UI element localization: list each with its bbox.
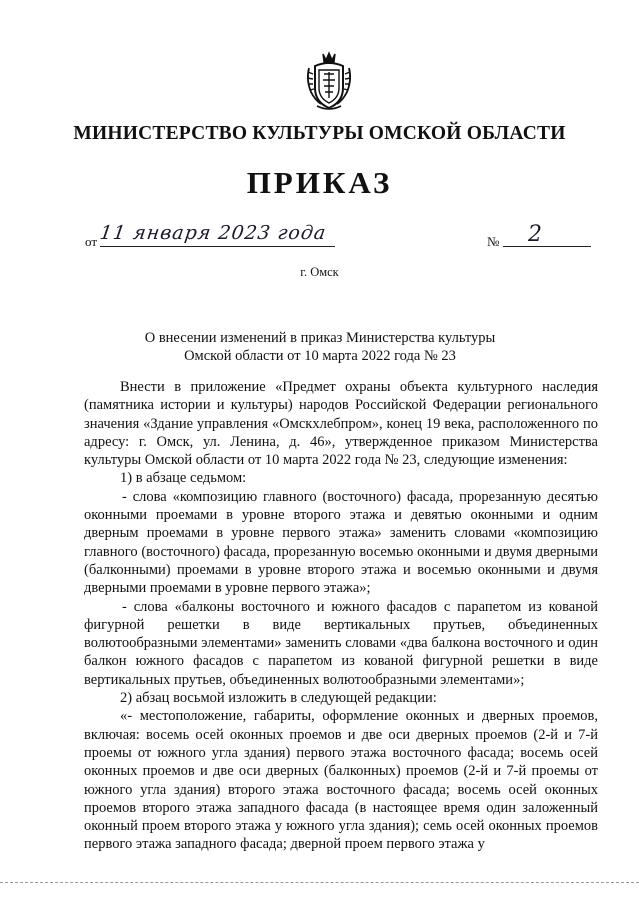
coat-of-arms-icon xyxy=(303,50,355,112)
handwritten-order-number: 2 xyxy=(528,222,542,247)
body-paragraph: Внести в приложение «Предмет охраны объекта культурного наследия (памятника истории и культуры) народов Российской Федерации регионального значения «Здание управления «Омскхлебпром», конец 19 века, расположенного по адресу: г. Омск, ул. Ленина, д. 46», утвержденное приказом Министерства культуры Омской области от 10 марта 2022 года № 23, следующие изменения: xyxy=(84,379,598,469)
order-title-line: О внесении изменений в приказ Министерства культуры xyxy=(144,330,496,346)
order-number-label: № xyxy=(487,234,500,249)
body-paragraph: - слова «балконы восточного и южного фасадов с парапетом из кованой фигурной решетки в виде вертикальных прутьев, объединенных волютообразными элементами» заменить словами «два балкона восточного и один балкон южного фасадов с парапетом из кованой фигурной решетки в виде вертикальных прутьев, объединенных волютообразными элементами»; xyxy=(84,598,598,688)
city-line: г. Омск xyxy=(300,265,339,279)
order-title-line: Омской области от 10 марта 2022 года № 23 xyxy=(184,348,456,364)
date-underline xyxy=(100,246,335,247)
handwritten-date: 11 января 2023 года xyxy=(98,222,328,244)
body-paragraph: «- местоположение, габариты, оформление оконных и дверных проемов, включая: восемь осей оконных проемов и две оси дверных проемов (2-й и 7-й проемы от южного угла здания) первого этажа восточного фасада; восемь осей оконных проемов и две оси дверных (балконных) проемов (2-й и 7-й проемы от южного угла здания) второго этажа восточного фасада; восемь осей оконных проемов второго этажа западного фасада (в настоящее время один заложенный оконный проем второго этажа у южного угла здания); семь осей оконных проемов первого этажа западного фасада; дверной проем первого этажа у xyxy=(84,708,598,853)
body-paragraph: - слова «композицию главного (восточного) фасада, прорезанную десятью оконными проемами в уровне второго этажа и девятью оконными и одним дверным проемами в уровне первого этажа» заменить словами «композицию главного (восточного) фасада, прорезанную восемью оконными и двумя дверными (балконными) проемами в уровне второго этажа и восемью оконными и двумя дверными проемами в уровне первого этажа»; xyxy=(84,488,598,597)
order-title xyxy=(120,329,520,365)
ministry-name: МИНИСТЕРСТВО КУЛЬТУРЫ ОМСКОЙ ОБЛАСТИ xyxy=(73,123,566,144)
body-paragraph: 2) абзац восьмой изложить в следующей редакции: xyxy=(120,690,437,707)
number-underline xyxy=(503,246,591,247)
document-type-heading: ПРИКАЗ xyxy=(246,165,393,200)
body-paragraph: 1) в абзаце седьмом: xyxy=(120,470,247,487)
date-from-label: от xyxy=(85,234,98,249)
order-body xyxy=(84,378,598,854)
scan-edge-divider xyxy=(0,882,639,883)
